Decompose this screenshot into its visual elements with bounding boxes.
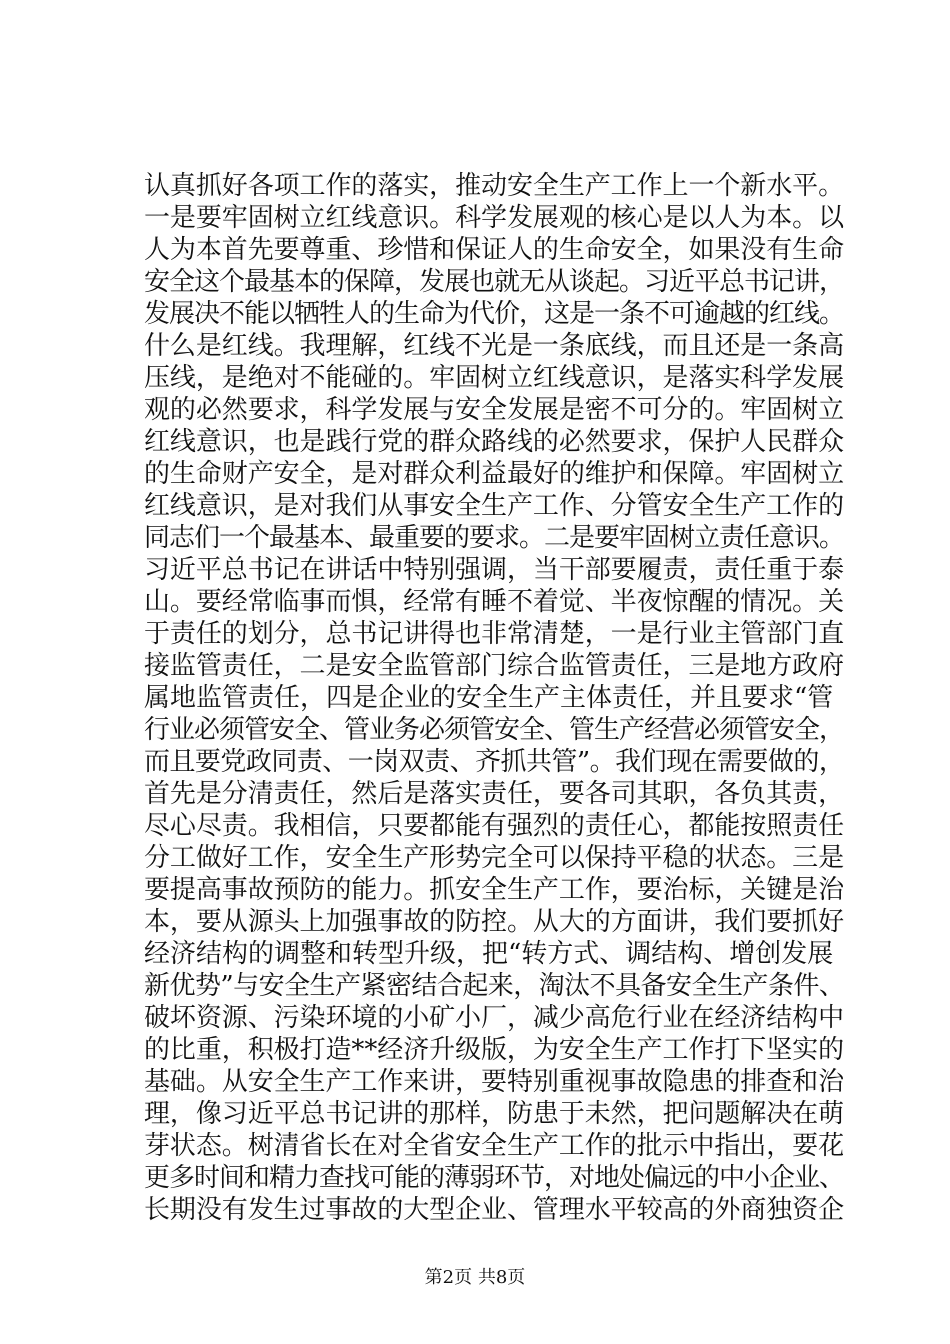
- text-line: 本，要从源头上加强事故的防控。从大的方面讲，我们要抓好: [144, 907, 845, 937]
- text-line: 观的必然要求，科学发展与安全发展是密不可分的。牢固树立: [144, 395, 845, 425]
- text-line: 习近平总书记在讲话中特别强调，当干部要履责，责任重于泰: [144, 555, 845, 585]
- text-line: 安全这个最基本的保障，发展也就无从谈起。习近平总书记讲，: [144, 267, 845, 297]
- text-line: 要提高事故预防的能力。抓安全生产工作，要治标，关键是治: [144, 875, 845, 905]
- text-line: 红线意识，也是践行党的群众路线的必然要求，保护人民群众: [144, 427, 845, 457]
- text-line: 尽心尽责。我相信，只要都能有强烈的责任心，都能按照责任: [144, 811, 845, 841]
- text-line: 分工做好工作，安全生产形势完全可以保持平稳的状态。三是: [144, 843, 845, 873]
- text-line: 芽状态。树清省长在对全省安全生产工作的批示中指出，要花: [144, 1131, 845, 1161]
- text-line: 经济结构的调整和转型升级，把“转方式、调结构、增创发展: [144, 939, 834, 969]
- body-text: [144, 170, 844, 1226]
- text-line: 长期没有发生过事故的大型企业、管理水平较高的外商独资企: [144, 1195, 845, 1225]
- text-line: 于责任的划分，总书记讲得也非常清楚，一是行业主管部门直: [144, 619, 845, 649]
- page-footer: 第2页 共8页: [424, 1267, 526, 1288]
- text-line: 行业必须管安全、管业务必须管安全、管生产经营必须管安全，: [144, 715, 845, 745]
- text-line: 的生命财产安全，是对群众利益最好的维护和保障。牢固树立: [144, 459, 845, 489]
- text-line: 同志们一个最基本、最重要的要求。二是要牢固树立责任意识。: [144, 523, 845, 553]
- text-line: 一是要牢固树立红线意识。科学发展观的核心是以人为本。以: [144, 203, 845, 233]
- text-line: 首先是分清责任，然后是落实责任，要各司其职，各负其责，: [144, 779, 845, 809]
- text-line: 理，像习近平总书记讲的那样，防患于未然，把问题解决在萌: [144, 1099, 845, 1129]
- text-line: 山。要经常临事而惧，经常有睡不着觉、半夜惊醒的情况。关: [144, 587, 845, 617]
- text-line: 红线意识，是对我们从事安全生产工作、分管安全生产工作的: [144, 491, 845, 521]
- text-line: 压线，是绝对不能碰的。牢固树立红线意识，是落实科学发展: [144, 363, 845, 393]
- text-line: 而且要党政同责、一岗双责、齐抓共管”。我们现在需要做的，: [144, 747, 845, 777]
- text-line: 发展决不能以牺牲人的生命为代价，这是一条不可逾越的红线。: [144, 299, 845, 329]
- text-line: 属地监管责任，四是企业的安全生产主体责任，并且要求“管: [144, 683, 834, 713]
- text-line: 基础。从安全生产工作来讲，要特别重视事故隐患的排查和治: [144, 1067, 845, 1097]
- text-line: 更多时间和精力查找可能的薄弱环节，对地处偏远的中小企业、: [144, 1163, 845, 1193]
- text-line: 认真抓好各项工作的落实，推动安全生产工作上一个新水平。: [144, 171, 845, 201]
- text-line: 破坏资源、污染环境的小矿小厂，减少高危行业在经济结构中: [144, 1003, 845, 1033]
- text-line: 什么是红线。我理解，红线不光是一条底线，而且还是一条高: [144, 331, 845, 361]
- text-line: 新优势”与安全生产紧密结合起来，淘汰不具备安全生产条件、: [144, 971, 845, 1001]
- text-line: 接监管责任，二是安全监管部门综合监管责任，三是地方政府: [144, 651, 845, 681]
- text-line: 人为本首先要尊重、珍惜和保证人的生命安全，如果没有生命: [144, 235, 845, 265]
- text-line: 的比重，积极打造**经济升级版，为安全生产工作打下坚实的: [144, 1035, 845, 1065]
